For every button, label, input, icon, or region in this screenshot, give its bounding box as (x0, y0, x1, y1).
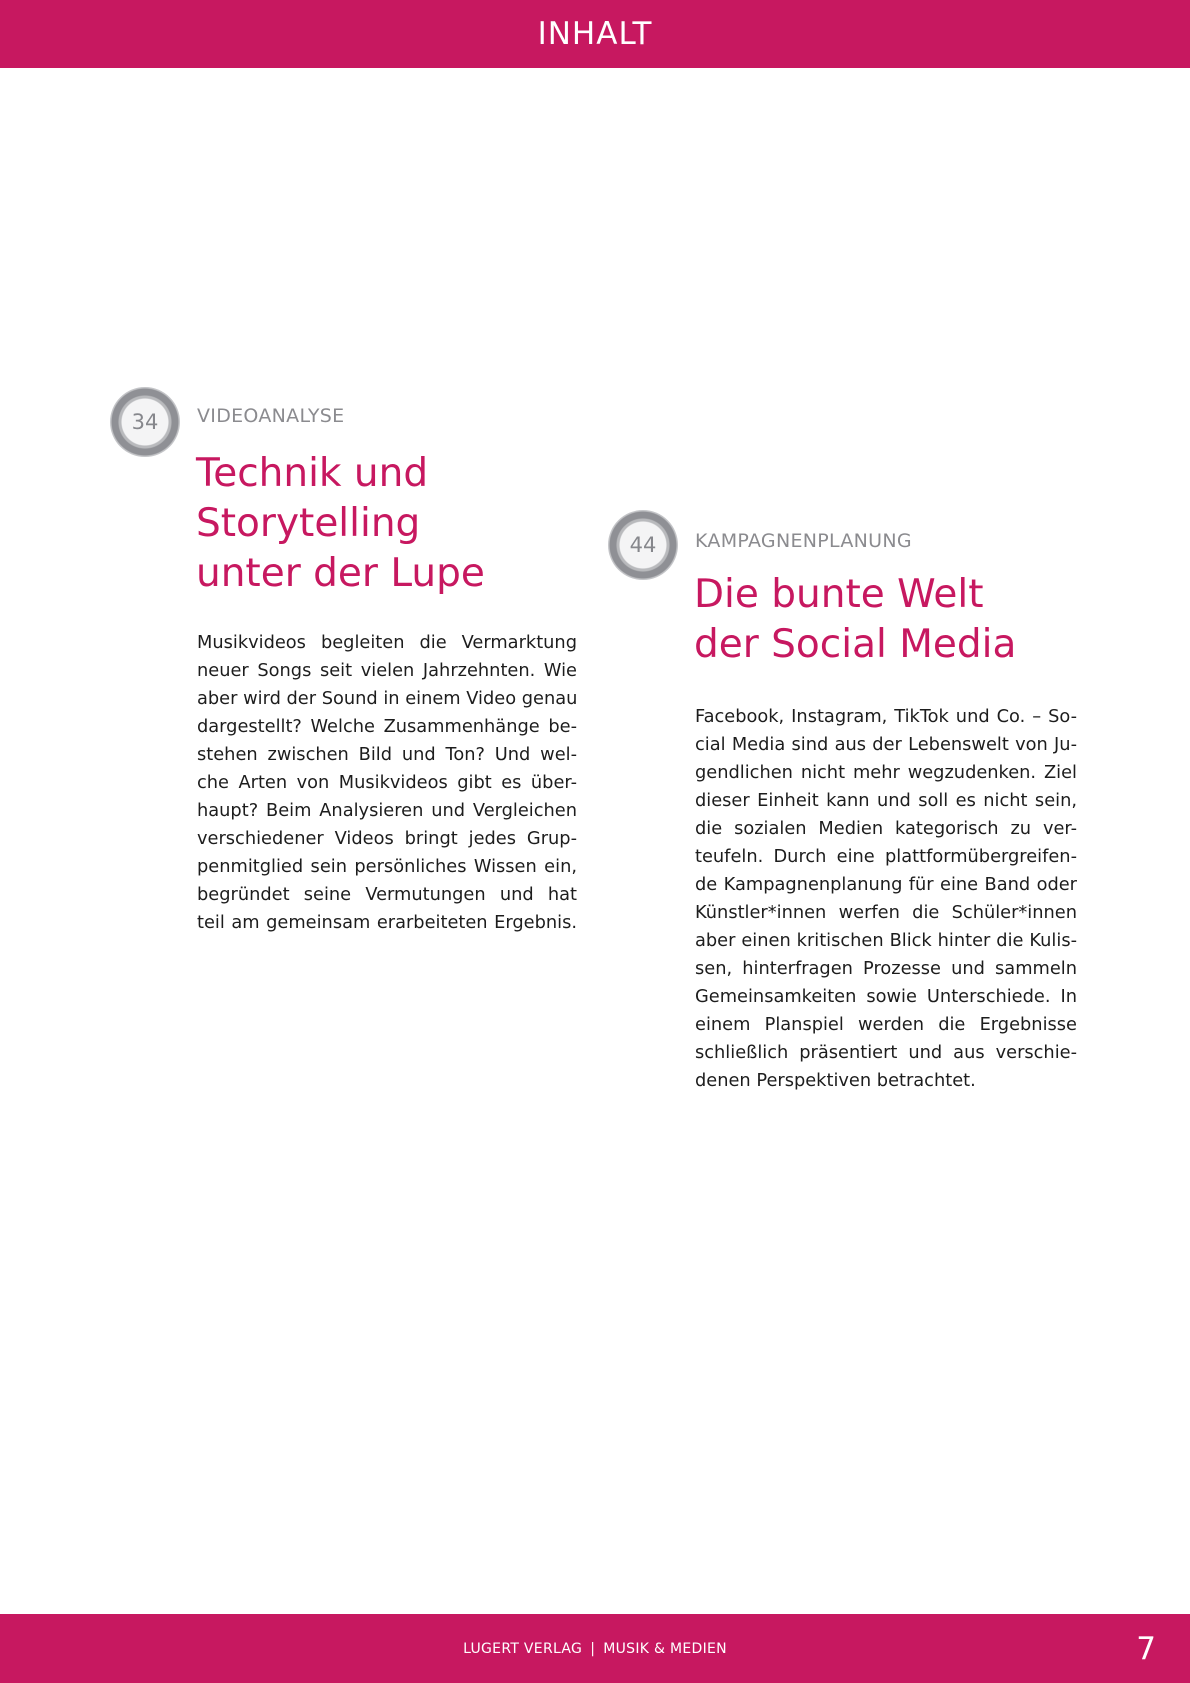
body-line: Facebook, Instagram, TikTok und Co. – So- (695, 706, 1077, 727)
article-body (197, 629, 577, 937)
footer-page-number: 7 (1136, 1630, 1156, 1667)
article-category: VIDEOANALYSE (197, 405, 345, 427)
body-line: aber wird der Sound in einem Video genau (197, 688, 578, 709)
article-title-line: Technik und (196, 451, 429, 496)
footer-bar (0, 1614, 1190, 1683)
footer-series: MUSIK & MEDIEN (603, 1640, 727, 1657)
body-line: begründet seine Vermutungen und hat (197, 884, 577, 905)
body-line: che Arten von Musikvideos gibt es über- (197, 772, 577, 793)
body-line: stehen zwischen Bild und Ton? Und wel- (197, 744, 577, 765)
body-line: einem Planspiel werden die Ergebnisse (695, 1014, 1077, 1035)
body-line: verschiedener Videos bringt jedes Grup- (197, 828, 577, 849)
body-line: dargestellt? Welche Zusammenhänge be- (197, 716, 577, 737)
body-line: cial Media sind aus der Lebenswelt von Ju- (695, 734, 1077, 755)
footer-publisher: LUGERT VERLAG (463, 1640, 583, 1657)
body-line: gendlichen nicht mehr wegzudenken. Ziel (695, 762, 1077, 783)
header-bar (0, 0, 1190, 68)
body-line: Gemeinsamkeiten sowie Unterschiede. In (695, 986, 1077, 1007)
body-line: schließlich präsentiert und aus verschie- (695, 1042, 1077, 1063)
body-line: denen Perspektiven betrachtet. (695, 1070, 976, 1091)
article-title-line: unter der Lupe (196, 551, 485, 596)
body-line: teil am gemeinsam erarbeiteten Ergebnis. (197, 912, 577, 933)
body-line: die sozialen Medien kategorisch zu ver- (695, 818, 1077, 839)
body-line: penmitglied sein persönliches Wissen ein, (197, 856, 577, 877)
body-line: dieser Einheit kann und soll es nicht sein, (695, 790, 1077, 811)
article-title (694, 570, 1016, 670)
body-line: neuer Songs seit vielen Jahrzehnten. Wie (197, 660, 577, 681)
page-number-badge (110, 387, 180, 457)
article-title-line: der Social Media (694, 622, 1017, 667)
page-number-badge (608, 510, 678, 580)
article-body (695, 703, 1077, 1095)
article-title (196, 449, 485, 599)
body-line: Künstler*innen werfen die Schüler*innen (695, 902, 1077, 923)
body-line: sen, hinterfragen Prozesse und sammeln (695, 958, 1077, 979)
body-line: teufeln. Durch eine plattformübergreifen- (695, 846, 1077, 867)
page-title: INHALT (537, 16, 653, 52)
footer-separator: | (590, 1640, 596, 1657)
body-line: de Kampagnenplanung für eine Band oder (695, 874, 1077, 895)
article-title-line: Storytelling (196, 501, 421, 546)
article-title-line: Die bunte Welt (694, 572, 984, 617)
badge-page-number: 44 (629, 533, 657, 557)
body-line: haupt? Beim Analysieren und Vergleichen (197, 800, 577, 821)
body-line: Musikvideos begleiten die Vermarktung (197, 632, 577, 653)
body-line: aber einen kritischen Blick hinter die Kulis- (695, 930, 1077, 951)
footer-credits (0, 1614, 1190, 1683)
article-category: KAMPAGNENPLANUNG (695, 530, 912, 552)
badge-page-number: 34 (131, 410, 159, 434)
